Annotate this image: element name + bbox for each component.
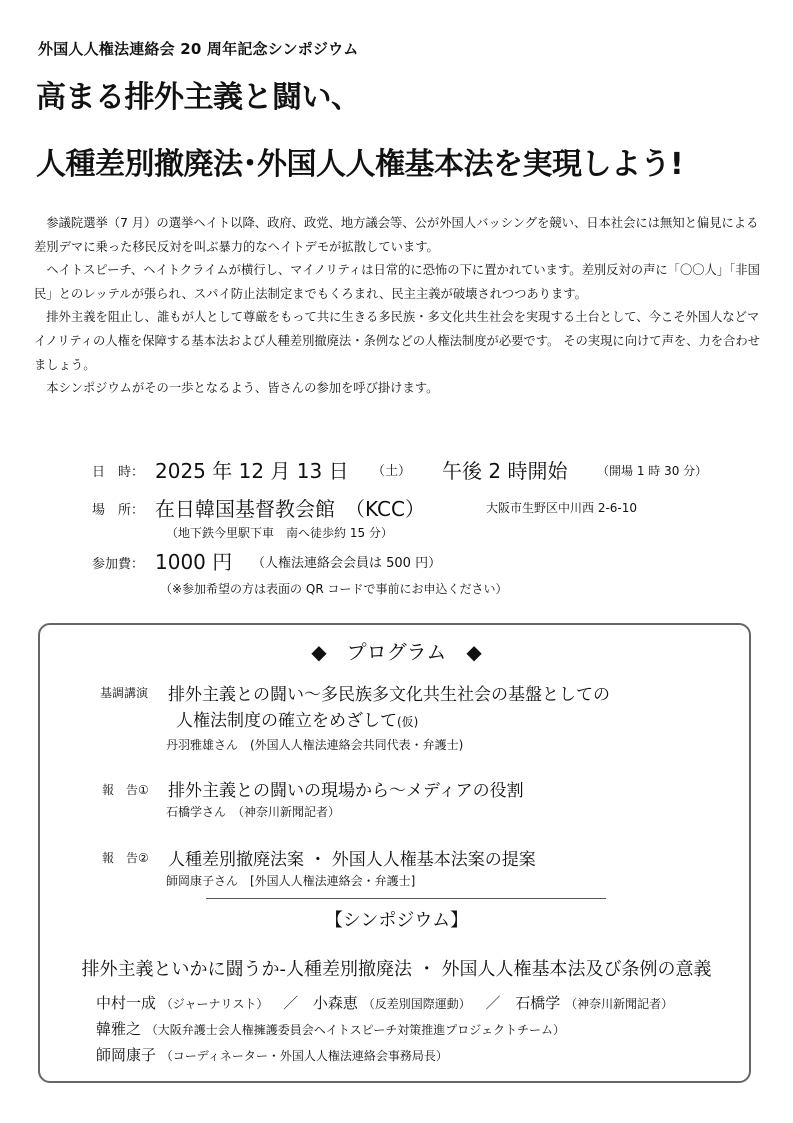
program-heading: ◆ プログラム ◆ [311, 640, 482, 664]
panelist-name: 小森恵 [312, 994, 358, 1012]
separator: ／ [283, 994, 299, 1012]
event-date: 2025 年 12 月 13 日 [155, 459, 349, 483]
talk-title-text: 人権法制度の確立をめざして [176, 711, 397, 731]
event-start-time: 午後 2 時開始 [442, 459, 568, 483]
panelist-affiliation: （大阪弁護士会人権擁護委員会ヘイトスピーチ対策推進プロジェクトチーム） [145, 1023, 565, 1037]
panelist-affiliation: （反差別国際運動） [362, 997, 471, 1011]
headline-line-2: 人種差別撤廃法･外国人人権基本法を実現しよう! [36, 147, 684, 182]
separator: ／ [485, 994, 501, 1012]
intro-paragraph: 排外主義を阻止し、誰もが人として尊厳をもって共に生きる多民族・多文化共生社会を実現する土台として、今こそ外国人などマイノリティの人権を保障する基本法および人種差別撤廃法・条例などの人権法制度が必要です。 その実現に向けて声を、力を合わせましょう。 [34, 310, 760, 372]
talk-title: 排外主義との闘い～多民族多文化共生社会の基盤としての [168, 685, 610, 705]
talk-title-line-2 [176, 706, 418, 731]
venue-label: 場 所： [92, 503, 145, 518]
program-role: 基調講演 [100, 686, 149, 700]
talk-title-suffix: (仮) [397, 715, 419, 729]
talk-title: 人種差別撤廃法案 ・ 外国人人権基本法案の提案 [168, 850, 536, 870]
fee-member-note: （人権法連絡会会員は 500 円） [252, 556, 442, 571]
fee-amount: 1000 円 [155, 550, 233, 574]
venue-access: （地下鉄今里駅下車 南へ徒歩約 15 分） [166, 526, 393, 540]
event-kicker: 外国人人権法連絡会 20 周年記念シンポジウム [38, 40, 359, 58]
panelist-row [96, 1044, 448, 1065]
panelist-name: 石橋学 [515, 994, 561, 1012]
panelist-row [96, 1018, 565, 1039]
speaker: 師岡康子さん [外国人人権法連絡会・弁護士] [166, 874, 416, 888]
date-label: 日 時： [92, 465, 145, 480]
panelist-affiliation: （ジャーナリスト） [160, 997, 269, 1011]
program-role: 報 告① [102, 783, 149, 797]
panelist-affiliation: （神奈川新聞記者） [565, 997, 674, 1011]
talk-title: 排外主義との闘いの現場から～メディアの役割 [168, 781, 524, 801]
venue-address: 大阪市生野区中川西 2-6-10 [486, 501, 638, 515]
venue-name: 在日韓国基督教会館 （KCC） [155, 497, 425, 521]
event-day: （土） [372, 464, 412, 479]
fee-label: 参加費： [92, 557, 145, 572]
panelist-name: 韓雅之 [96, 1020, 142, 1038]
intro-paragraph: 本シンポジウムがその一歩となるよう、皆さんの参加を呼び掛けます。 [46, 381, 439, 396]
section-divider [206, 898, 606, 899]
panelist-name: 師岡康子 [96, 1046, 157, 1064]
panelist-affiliation: （コーディネーター・外国人人権法連絡会事務局長） [160, 1049, 448, 1063]
symposium-heading: 【シンポジウム】 [324, 910, 469, 931]
headline-line-1: 高まる排外主義と闘い、 [36, 80, 361, 115]
apply-note: （※参加希望の方は表面の QR コードで事前にお申込ください） [160, 582, 508, 596]
program-role: 報 告② [102, 851, 149, 865]
symposium-theme: 排外主義といかに闘うか-人種差別撤廃法 ・ 外国人人権基本法及び条例の意義 [81, 959, 712, 980]
speaker: 丹羽雅雄さん (外国人人権法連絡会共同代表・弁護士) [166, 738, 464, 752]
intro-text [34, 212, 760, 401]
doors-open-time: （開場 1 時 30 分） [597, 464, 708, 478]
panelist-name: 中村一成 [96, 994, 157, 1012]
intro-paragraph: 参議院選挙（7 月）の選挙ヘイト以降、政府、政党、地方議会等、公が外国人バッシングを競い、日本社会には無知と偏見による差別デマに乗った移民反対を叫ぶ暴力的なヘイトデモが拡散しています。 [34, 216, 759, 254]
speaker: 石橋学さん （神奈川新聞記者） [166, 805, 341, 819]
panelist-row [96, 992, 673, 1013]
intro-paragraph: ヘイトスピーチ、ヘイトクライムが横行し、マイノリティは日常的に恐怖の下に置かれています。差別反対の声に「〇〇人」「非国民」とのレッテルが張られ、スパイ防止法制定までもくろまれ、民主主義が破壊されつつあります。 [34, 263, 760, 301]
